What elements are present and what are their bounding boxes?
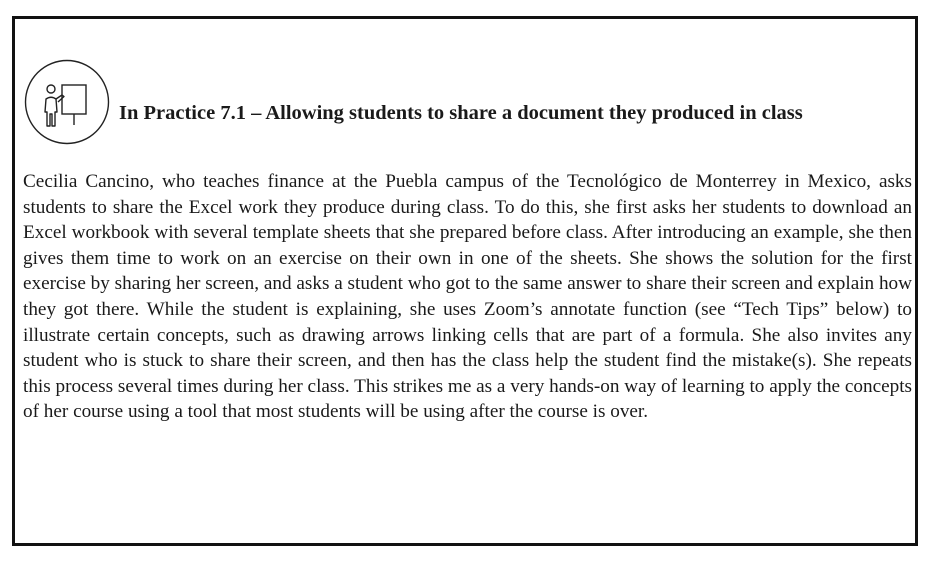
in-practice-box [12, 16, 918, 546]
box-body-text: Cecilia Cancino, who teaches finance at the Puebla campus of the Tecnológico de Monterrey in Mexico, asks students to share the Excel work they produce during class. To do this, she first asks her students to download an Excel workbook with several template sheets that she prepared before class. After introducing an example, she then gives them time to work on an exercise on their own in one of the sheets. She shows the solution for the first exercise by sharing her screen, and asks a student who got to the same answer to share their screen and explain how they got there. While the student is explaining, she uses Zoom’s annotate function (see “Tech Tips” below) to illustrate certain concepts, such as drawing arrows linking cells that are part of a formula. She also invites any student who is stuck to share their screen, and then has the class help the student find the mistake(s). She repeats this process several times during her class. This strikes me as a very hands-on way of learning to apply the concepts of her course using a tool that most students will be using after the course is over. [23, 171, 912, 423]
teacher-presenting-icon [24, 59, 110, 145]
box-title: In Practice 7.1 – Allowing students to share a document they produced in class [119, 102, 803, 124]
